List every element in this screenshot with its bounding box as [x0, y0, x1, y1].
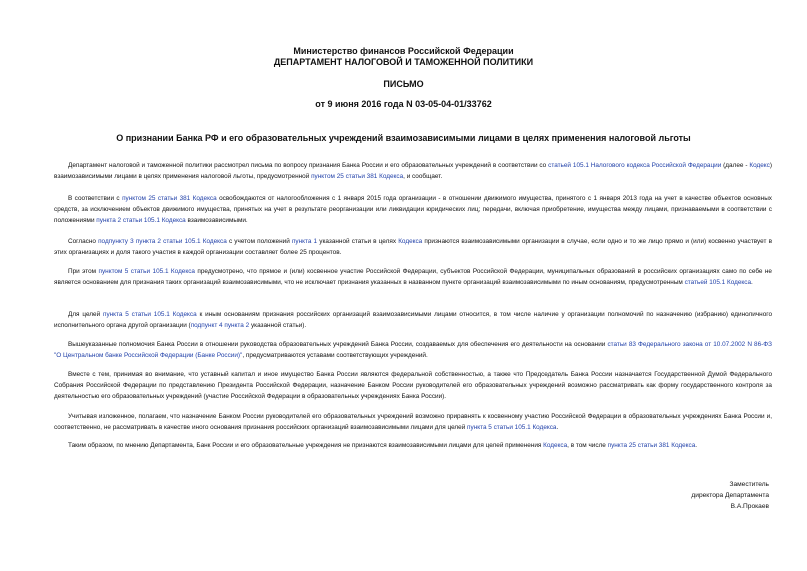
paragraph [54, 160, 772, 182]
paragraph-text: Согласно [68, 238, 99, 245]
law-reference-link[interactable]: пунктом 5 статьи 105.1 Кодекса [98, 268, 195, 275]
law-reference-link[interactable]: пункта 25 статьи 381 Кодекса [607, 442, 696, 449]
paragraph [54, 236, 772, 258]
paragraph-text: взаимозависимыми. [185, 217, 248, 224]
law-reference-link[interactable]: пункта 2 статьи 105.1 Кодекса [96, 217, 186, 224]
document-date-number: от 9 июня 2016 года N 03-05-04-01/33762 [315, 99, 492, 109]
paragraph-text: Учитывая изложенное, полагаем, что назначение Банком России руководителей его образовательных учреждений возможно приравнять к косвенному участию Российской Федерации в образовательных учреждениях Банка России и, соответственно, не рассматривать в качестве иного основания признания российских организаций взаимозависимыми лицами для целей [54, 413, 772, 431]
paragraph-text: ) взаимозависимыми лицами в целях применения налоговой льготы, предусмотренной [54, 162, 772, 180]
paragraph-text: Для целей [68, 311, 103, 318]
paragraph [54, 339, 772, 361]
paragraph-text: В соответствии с [68, 195, 123, 202]
paragraph-text: Таким образом, по мнению Департамента, Банк России и его образовательные учреждения не признаются взаимозависимыми лицами для целей применения [68, 442, 544, 449]
paragraph-text: предусмотрено, что прямое и (или) косвенное участие Российской Федерации, субъектов Российской Федерации, муниципальных образований в российских организациях само по себе не является основанием для признания таких организаций взаимозависимыми, что не исключает признания указанных в названном пункте организаций взаимозависимыми по иным основаниям, предусмотренным [54, 268, 772, 286]
law-reference-link[interactable]: статьи 83 Федерального закона от 10.07.2002 N 86-ФЗ "О Центральном банке Российской Федерации (Банке России)" [54, 341, 773, 359]
paragraph-text: указанной статьи в целях [317, 238, 399, 245]
paragraph [54, 309, 772, 331]
law-reference-link[interactable]: статьей 105.1 Налогового кодекса Российской Федерации [548, 162, 722, 169]
paragraph [54, 369, 772, 402]
signer-name: В.А.Прокаев [730, 503, 769, 510]
document-type: ПИСЬМО [383, 79, 424, 89]
law-reference-link[interactable]: Кодекса [398, 238, 423, 245]
law-reference-link[interactable]: Кодекса [543, 442, 568, 449]
paragraph-text: указанной статьи). [249, 322, 307, 329]
paragraph-text: , предусматриваются уставами соответствующих учреждений. [242, 352, 428, 359]
paragraph-text: . [751, 279, 753, 286]
law-reference-link[interactable]: Кодекс [749, 162, 770, 169]
paragraph-text: Вместе с тем, принимая во внимание, что уставный капитал и иное имущество Банка России являются федеральной собственностью, а также что Председатель Банка России назначается Государственной Думой Федерального Собрания Российской Федерации по представлению Президента Российской Федерации, назначение Банком России руководителей его образовательных учреждений возможно рассматривать как форму государственного контроля за деятельностью его образовательных учреждений (участие Российской Федерации в образовательных учреждениях Банка России). [54, 371, 772, 400]
paragraph-text: Вышеуказанные полномочия Банка России в отношении руководства образовательных учреждений Банка России, создаваемых для обеспечения его деятельности на основании [68, 341, 608, 348]
signature-block [691, 479, 769, 512]
signer-position-line2: директора Департамента [691, 492, 769, 499]
paragraph [54, 193, 772, 226]
law-reference-link[interactable]: статьей 105.1 Кодекса [684, 279, 752, 286]
paragraph [54, 440, 772, 451]
paragraph [54, 411, 772, 433]
paragraph-text: с учетом положений [226, 238, 292, 245]
department-name: ДЕПАРТАМЕНТ НАЛОГОВОЙ И ТАМОЖЕННОЙ ПОЛИТИКИ [273, 57, 534, 67]
paragraph-text: При этом [68, 268, 99, 275]
paragraph [54, 266, 772, 288]
law-reference-link[interactable]: пунктом 25 статьи 381 Кодекса [311, 173, 404, 180]
paragraph-text: , в том числе [567, 442, 608, 449]
paragraph-text: , и сообщает. [403, 173, 443, 180]
paragraph-text: признаются взаимозависимыми организации в случае, если одно и то же лицо прямо и (или) косвенно участвует в этих организациях и доля такого участия в каждой организации составляет более 25 процентов. [54, 238, 772, 256]
law-reference-link[interactable]: пункта 5 статьи 105.1 Кодекса [467, 424, 557, 431]
law-reference-link[interactable]: пункта 1 [291, 238, 318, 245]
paragraph-text: . [695, 442, 698, 449]
law-reference-link[interactable]: подпункт 4 пункта 2 [190, 322, 250, 329]
law-reference-link[interactable]: пункта 5 статьи 105.1 Кодекса [102, 311, 197, 318]
paragraph-text: Департамент налоговой и таможенной политики рассмотрел письма по вопросу признания Банка России и его образовательных учреждений в соответствии со [68, 162, 549, 169]
paragraph-text: . [556, 424, 559, 431]
law-reference-link[interactable]: подпункту 3 пункта 2 статьи 105.1 Кодекса [98, 238, 227, 245]
signer-position-line1: Заместитель [729, 481, 769, 488]
document-title: О признании Банка РФ и его образовательных учреждений взаимозависимыми лицами в целях применения налоговой льготы [116, 133, 691, 143]
ministry-name: Министерство финансов Российской Федерации [293, 46, 514, 56]
law-reference-link[interactable]: пунктом 25 статьи 381 Кодекса [122, 195, 217, 202]
paragraph-text: (далее - [721, 162, 750, 169]
paragraph-text: освобождаются от налогообложения с 1 января 2015 года организации - в отношении движимого имущества, принятого с 1 января 2013 года на учет в качестве объектов основных средств, за исключением объектов движимого имущества, принятых на учет в результате реорганизации или ликвидации юридических лиц; передачи, включая приобретение, имущества между лицами, признаваемыми в соответствии с положениями [54, 195, 772, 224]
paragraph-text: к иным основаниям признания российских организаций взаимозависимыми лицами относится, в том числе наличие у организации полномочий по назначению (избранию) единоличного исполнительного органа другой организации ( [54, 311, 773, 329]
